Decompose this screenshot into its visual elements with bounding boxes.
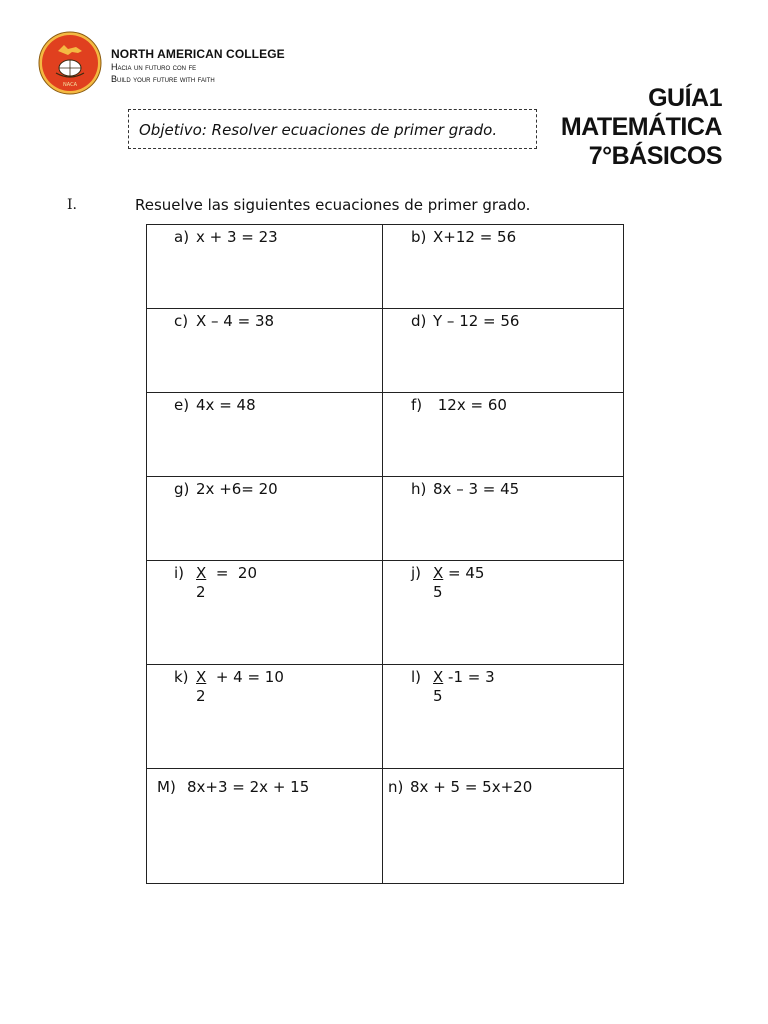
exercise-j-denominator: 5 — [433, 583, 443, 601]
exercise-d-cell[interactable]: d) Y – 12 = 56 — [383, 309, 624, 393]
exercise-i-denominator: 2 — [196, 583, 206, 601]
exercise-l-rest: -1 = 3 — [443, 668, 495, 686]
exercise-l-denominator: 5 — [433, 687, 443, 705]
title-grade: 7°BÁSICOS — [588, 142, 722, 170]
exercise-f-equation: 12x = 60 — [433, 396, 507, 414]
exercise-table — [146, 224, 624, 884]
exercise-b-cell[interactable]: b) X+12 = 56 — [383, 225, 624, 309]
exercise-k-numerator: X — [196, 668, 207, 686]
exercise-h-equation: 8x – 3 = 45 — [433, 480, 520, 498]
exercise-g-equation: 2x +6= 20 — [196, 480, 278, 498]
section-instruction: Resuelve las siguientes ecuaciones de primer grado. — [135, 196, 531, 214]
section-number: I. — [67, 197, 77, 213]
school-header — [111, 47, 285, 85]
logo-text: NACA — [63, 82, 77, 88]
objective-box: Objetivo: Resolver ecuaciones de primer grado. — [128, 109, 537, 149]
document-title — [561, 84, 722, 171]
exercise-d-equation: Y – 12 = 56 — [433, 312, 520, 330]
exercise-f-cell[interactable]: f) 12x = 60 — [383, 393, 624, 477]
motto-spanish: Hacia un futuro con fe — [111, 62, 197, 72]
exercise-i-numerator: X — [196, 564, 207, 582]
title-subject: MATEMÁTICA — [560, 113, 722, 141]
school-name: NORTH AMERICAN COLLEGE — [111, 47, 285, 61]
exercise-a-cell[interactable]: a) x + 3 = 23 — [147, 225, 383, 309]
exercise-l-numerator: X — [433, 668, 444, 686]
exercise-c-cell[interactable]: c) X – 4 = 38 — [147, 309, 383, 393]
exercise-c-equation: X – 4 = 38 — [196, 312, 275, 330]
exercise-e-cell[interactable]: e) 4x = 48 — [147, 393, 383, 477]
exercise-k-denominator: 2 — [196, 687, 206, 705]
exercise-e-equation: 4x = 48 — [196, 396, 256, 414]
exercise-i-rest: = 20 — [206, 564, 258, 582]
exercise-g-cell[interactable]: g) 2x +6= 20 — [147, 477, 383, 561]
exercise-a-equation: x + 3 = 23 — [196, 228, 278, 246]
title-guide: GUÍA1 — [648, 84, 722, 112]
school-logo — [38, 31, 102, 95]
exercise-k-rest: + 4 = 10 — [206, 668, 284, 686]
exercise-k-cell[interactable]: k) X + 4 = 10 2 — [147, 665, 383, 769]
exercise-j-numerator: X — [433, 564, 444, 582]
exercise-j-cell[interactable]: j) X = 45 5 — [383, 561, 624, 665]
exercise-m-cell[interactable]: M) 8x+3 = 2x + 15 — [147, 769, 383, 884]
exercise-h-cell[interactable]: h) 8x – 3 = 45 — [383, 477, 624, 561]
exercise-n-equation: 8x + 5 = 5x+20 — [410, 778, 533, 796]
exercise-m-equation: 8x+3 = 2x + 15 — [187, 778, 310, 796]
exercise-n-cell[interactable]: n) 8x + 5 = 5x+20 — [383, 769, 624, 884]
motto-english: Build your future with faith — [111, 74, 215, 84]
exercise-l-cell[interactable]: l) X -1 = 3 5 — [383, 665, 624, 769]
exercise-i-cell[interactable]: i) X = 20 2 — [147, 561, 383, 665]
exercise-b-equation: X+12 = 56 — [433, 228, 517, 246]
exercise-j-rest: = 45 — [443, 564, 485, 582]
